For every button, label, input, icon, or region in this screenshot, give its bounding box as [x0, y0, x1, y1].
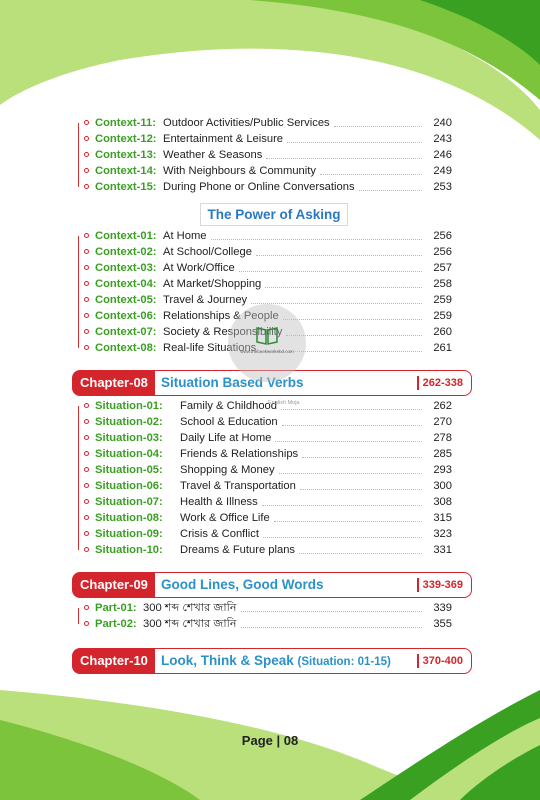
entry-page: 270 [433, 416, 452, 428]
entry-label: Context-13: [95, 149, 157, 161]
toc-entry[interactable] [78, 526, 452, 542]
chapter-title-main: Look, Think & Speak [161, 653, 294, 668]
leader-dots [241, 611, 422, 612]
entry-title: Travel & Transportation [180, 480, 296, 492]
leader-dots [262, 505, 422, 506]
entry-label: Situation-05: [95, 464, 163, 476]
leader-dots [359, 190, 422, 191]
entry-title: Health & Illness [180, 496, 258, 508]
entry-page: 243 [433, 133, 452, 145]
bullet-icon [84, 403, 89, 408]
entry-label: Situation-01: [95, 400, 163, 412]
entry-label: Context-03: [95, 262, 157, 274]
bullet-icon [84, 531, 89, 536]
leader-dots [265, 287, 422, 288]
bullet-icon [84, 265, 89, 270]
chapter-page-range: 339-369 [417, 578, 463, 592]
entry-label: Context-11: [95, 117, 156, 129]
entry-page: 259 [433, 294, 452, 306]
entry-page: 256 [433, 230, 452, 242]
bullet-icon [84, 483, 89, 488]
entry-page: 261 [433, 342, 452, 354]
watermark-url: www.thebookworkebd.com [240, 349, 294, 354]
toc-entry[interactable] [78, 398, 452, 414]
chapter-page-range: 262-338 [417, 376, 463, 390]
entry-page: 257 [433, 262, 452, 274]
bullet-icon [84, 621, 89, 626]
entry-title: Work & Office Life [180, 512, 270, 524]
entry-label: Context-05: [95, 294, 157, 306]
leader-dots [281, 409, 422, 410]
bullet-icon [84, 297, 89, 302]
toc-entry[interactable] [78, 600, 452, 616]
entry-title: School & Education [180, 416, 278, 428]
leader-dots [287, 142, 422, 143]
bullet-icon [84, 435, 89, 440]
entry-title: At Work/Office [163, 262, 235, 274]
entry-label: Situation-07: [95, 496, 163, 508]
entry-label: Context-08: [95, 342, 157, 354]
entry-page: 315 [433, 512, 452, 524]
entry-title: Travel & Journey [163, 294, 248, 306]
entry-title: Dreams & Future plans [180, 544, 296, 556]
toc-entry[interactable] [78, 179, 452, 195]
chapter-title: Good Lines, Good Words [161, 577, 324, 592]
bullet-icon [84, 168, 89, 173]
bullet-icon [84, 249, 89, 254]
entry-page: 259 [433, 310, 452, 322]
entry-title: 300 শব্দ শেখার জানি [143, 602, 237, 614]
toc-entry[interactable] [78, 542, 452, 558]
bullet-icon [84, 313, 89, 318]
leader-dots [286, 335, 422, 336]
watermark-logo [228, 304, 306, 382]
entry-page: 258 [433, 278, 452, 290]
leader-dots [334, 126, 422, 127]
entry-title: At Market/Shopping [163, 278, 262, 290]
bullet-icon [84, 329, 89, 334]
entry-label: Context-15: [95, 181, 157, 193]
chapter-title [161, 649, 391, 674]
entry-label: Situation-10: [95, 544, 163, 556]
toc-entry[interactable] [78, 131, 452, 147]
leader-dots [251, 303, 422, 304]
entry-page: 249 [433, 165, 452, 177]
entry-title: Society & Responsibility [163, 326, 283, 338]
entry-title: Daily Life at Home [180, 432, 272, 444]
entry-label: Part-01: [95, 602, 137, 614]
toc-entry[interactable] [78, 147, 452, 163]
entry-page: 339 [433, 602, 452, 614]
leader-dots [274, 521, 422, 522]
entry-label: Situation-09: [95, 528, 163, 540]
toc-entry[interactable] [78, 276, 452, 292]
toc-entry[interactable] [78, 244, 452, 260]
entry-label: Situation-08: [95, 512, 163, 524]
book-icon [255, 324, 279, 346]
toc-entry[interactable] [78, 163, 452, 179]
leader-dots [283, 319, 422, 320]
leader-dots [266, 158, 422, 159]
chapter-page-range: 370-400 [417, 654, 463, 668]
leader-dots [239, 271, 422, 272]
toc-entry[interactable] [78, 462, 452, 478]
entry-label: Context-02: [95, 246, 157, 258]
entry-label: Context-07: [95, 326, 157, 338]
entry-title: Family & Childhood [180, 400, 278, 412]
toc-entry[interactable] [78, 228, 452, 244]
bullet-icon [84, 515, 89, 520]
entry-page: 323 [433, 528, 452, 540]
bullet-icon [84, 499, 89, 504]
bullet-icon [84, 451, 89, 456]
bullet-icon [84, 467, 89, 472]
leader-dots [302, 457, 422, 458]
entry-label: Context-04: [95, 278, 157, 290]
entry-title: 300 শব্দ শেখার জানি [143, 618, 237, 630]
entry-label: Situation-04: [95, 448, 163, 460]
watermark-credit: English Moja [268, 400, 300, 406]
entry-title: During Phone or Online Conversations [163, 181, 355, 193]
entry-page: 253 [433, 181, 452, 193]
entry-page: 262 [433, 400, 452, 412]
entry-title: Friends & Relationships [180, 448, 299, 460]
toc-entry[interactable] [78, 260, 452, 276]
bullet-icon [84, 233, 89, 238]
entry-page: 355 [433, 618, 452, 630]
toc-entry[interactable] [78, 478, 452, 494]
chapter-title: Situation Based Verbs [161, 375, 304, 390]
entry-label: Context-12: [95, 133, 157, 145]
toc-entry[interactable] [78, 494, 452, 510]
entry-page: 331 [433, 544, 452, 556]
chapter-tag: Chapter-09 [73, 573, 155, 597]
leader-dots [299, 553, 422, 554]
toc-entry[interactable] [78, 115, 452, 131]
toc-entry[interactable] [78, 446, 452, 462]
toc-entry[interactable] [78, 616, 452, 632]
entry-title: Shopping & Money [180, 464, 275, 476]
leader-dots [241, 627, 422, 628]
section-title: The Power of Asking [200, 203, 348, 226]
entry-title: Relationships & People [163, 310, 279, 322]
entry-page: 246 [433, 149, 452, 161]
entry-title: Weather & Seasons [163, 149, 263, 161]
chapter-10-banner[interactable] [72, 648, 472, 674]
entry-page: 285 [433, 448, 452, 460]
page-number: Page | 08 [241, 733, 299, 748]
entry-label: Context-14: [95, 165, 157, 177]
bullet-icon [84, 345, 89, 350]
bullet-icon [84, 547, 89, 552]
entry-title: Entertainment & Leisure [163, 133, 284, 145]
bullet-icon [84, 605, 89, 610]
toc-entry[interactable] [78, 430, 452, 446]
leader-dots [275, 441, 422, 442]
leader-dots [300, 489, 422, 490]
bullet-icon [84, 136, 89, 141]
bullet-icon [84, 184, 89, 189]
entry-page: 293 [433, 464, 452, 476]
entry-label: Situation-06: [95, 480, 163, 492]
entry-title: With Neighbours & Community [163, 165, 316, 177]
entry-title: Outdoor Activities/Public Services [163, 117, 330, 129]
entry-page: 240 [433, 117, 452, 129]
entry-page: 308 [433, 496, 452, 508]
chapter-tag: Chapter-10 [73, 649, 155, 673]
entry-title: At School/College [163, 246, 252, 258]
toc-entry[interactable] [78, 414, 452, 430]
leader-dots [320, 174, 422, 175]
leader-dots [279, 473, 422, 474]
entry-page: 256 [433, 246, 452, 258]
entry-page: 278 [433, 432, 452, 444]
leader-dots [263, 537, 422, 538]
leader-dots [256, 255, 422, 256]
entry-title: Crisis & Conflict [180, 528, 259, 540]
entry-label: Situation-02: [95, 416, 163, 428]
toc-entry[interactable] [78, 510, 452, 526]
entry-label: Situation-03: [95, 432, 163, 444]
leader-dots [211, 239, 422, 240]
entry-title: At Home [163, 230, 207, 242]
chapter-09-banner[interactable] [72, 572, 472, 598]
entry-page: 300 [433, 480, 452, 492]
chapter-subtitle: (Situation: 01-15) [297, 656, 391, 668]
entry-title: Real-life Situations [163, 342, 257, 354]
entry-label: Part-02: [95, 618, 137, 630]
entry-page: 260 [433, 326, 452, 338]
bullet-icon [84, 419, 89, 424]
chapter-tag: Chapter-08 [73, 371, 155, 395]
entry-label: Context-01: [95, 230, 157, 242]
bullet-icon [84, 120, 89, 125]
bullet-icon [84, 281, 89, 286]
bullet-icon [84, 152, 89, 157]
leader-dots [282, 425, 422, 426]
entry-label: Context-06: [95, 310, 157, 322]
